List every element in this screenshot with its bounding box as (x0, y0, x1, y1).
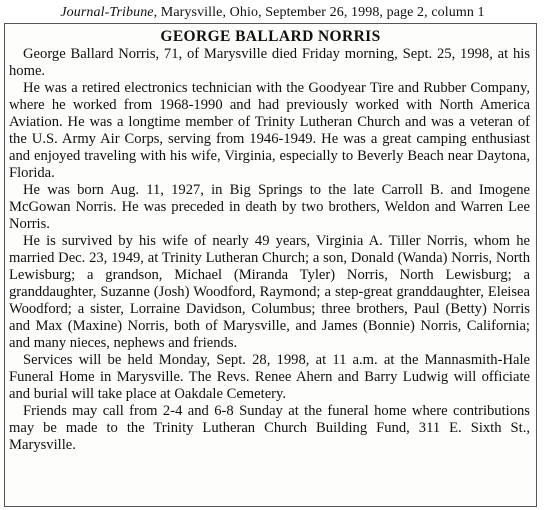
source-citation (0, 4, 545, 22)
paragraph-services: Services will be held Monday, Sept. 28, 1998, at 11 a.m. at the Mannasmith-Hale Funeral Home in Marysville. The Revs. Renee Ahern and Barry Ludwig will officiate and burial will take place at Oakdale Cemetery. (9, 352, 530, 402)
obituary-body (5, 46, 536, 454)
paragraph-visitation: Friends may call from 2-4 and 6-8 Sunday at the funeral home where contributions may be made to the Trinity Lutheran Church Building Fund, 311 E. Sixth St., Marysville. (9, 403, 530, 453)
paragraph-career: He was a retired electronics technician with the Goodyear Tire and Rubber Company, where he worked from 1968-1990 and had previously worked with North America Aviation. He was a longtime member of Trinity Lutheran Church and was a veteran of the U.S. Army Air Corps, serving from 1946-1949. He was a great camping enthusiast and enjoyed traveling with his wife, Virginia, especially to Beverly Beach near Daytona, Florida. (9, 80, 530, 181)
obituary-headline: GEORGE BALLARD NORRIS (160, 28, 381, 45)
obituary-clipping (4, 23, 537, 507)
publication-name: Journal-Tribune (60, 5, 154, 20)
paragraph-birth: He was born Aug. 11, 1927, in Big Springs to the late Carroll B. and Imogene McGowan Norris. He was preceded in death by two brothers, Weldon and Warren Lee Norris. (9, 182, 530, 232)
paragraph-survivors: He is survived by his wife of nearly 49 years, Virginia A. Tiller Norris, whom he married Dec. 23, 1949, at Trinity Lutheran Church; a son, Donald (Wanda) Norris, North Lewisburg; a grandson, Michael (Miranda Tyler) Norris, North Lewisburg; a granddaughter, Suzanne (Josh) Woodford, Raymond; a step-great granddaughter, Eleisea Woodford; a sister, Lorraine Davidson, Columbus; three brothers, Paul (Betty) Norris and Max (Maxine) Norris, both of Marysville, and James (Bonnie) Norris, California; and many nieces, nephews and friends. (9, 233, 530, 351)
paragraph-death-notice: George Ballard Norris, 71, of Marysville died Friday morning, Sept. 25, 1998, at his home. (9, 46, 530, 79)
publication-details: , Marysville, Ohio, September 26, 1998, page 2, column 1 (153, 5, 485, 20)
